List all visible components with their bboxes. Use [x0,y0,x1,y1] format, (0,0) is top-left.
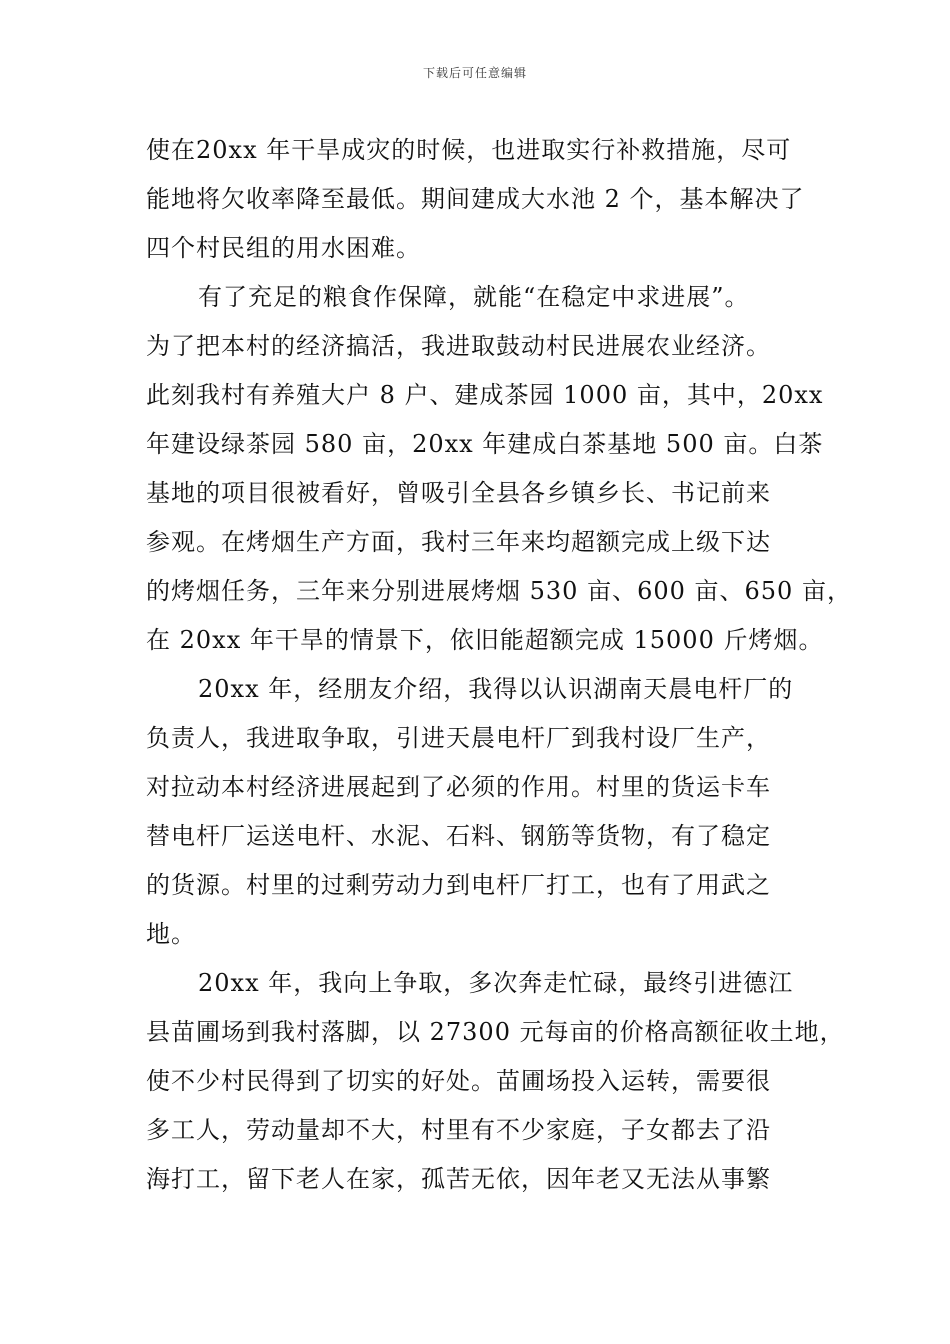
text-line: 能地将欠收率降至最低。期间建成大水池 2 个，基本解决了 [146,185,805,213]
text-line: 此刻我村有养殖大户 8 户、建成茶园 1000 亩，其中，20xx [146,381,824,409]
document-body [146,126,852,1204]
text-line: 多工人，劳动量却不大，村里有不少家庭，子女都去了沿 [146,1116,771,1144]
text-line: 海打工，留下老人在家，孤苦无依，因年老又无法从事繁 [146,1165,771,1193]
paragraph-first-line: 有了充足的粮食作保障，就能“在稳定中求进展”。 [198,283,750,311]
text-line: 四个村民组的用水困难。 [146,234,421,262]
text-line: 为了把本村的经济搞活，我进取鼓动村民进展农业经济。 [146,332,771,360]
text-line: 年建设绿茶园 580 亩，20xx 年建成白茶基地 500 亩。白茶 [146,430,824,458]
text-line: 基地的项目很被看好，曾吸引全县各乡镇乡长、书记前来 [146,479,771,507]
text-line: 县苗圃场到我村落脚，以 27300 元每亩的价格高额征收土地， [146,1018,845,1046]
text-line: 使在20xx 年干旱成灾的时候，也进取实行补救措施，尽可 [146,136,792,164]
page-header: 下载后可任意编辑 [422,66,527,80]
text-line: 的烤烟任务，三年来分别进展烤烟 530 亩、600 亩、650 亩， [146,577,852,605]
text-line: 在 20xx 年干旱的情景下，依旧能超额完成 15000 斤烤烟。 [146,626,824,654]
text-line: 对拉动本村经济进展起到了必须的作用。村里的货运卡车 [146,773,771,801]
text-line: 地。 [146,920,196,948]
paragraph-first-line: 20xx 年，我向上争取，多次奔走忙碌，最终引进德江 [198,969,794,997]
paragraph-first-line: 20xx 年，经朋友介绍，我得以认识湖南天晨电杆厂的 [198,675,794,703]
text-line: 参观。在烤烟生产方面，我村三年来均超额完成上级下达 [146,528,771,556]
text-line: 负责人，我进取争取，引进天晨电杆厂到我村设厂生产， [146,724,771,752]
text-line: 的货源。村里的过剩劳动力到电杆厂打工，也有了用武之 [146,871,771,899]
text-line: 替电杆厂运送电杆、水泥、石料、钢筋等货物，有了稳定 [146,822,771,850]
text-line: 使不少村民得到了切实的好处。苗圃场投入运转，需要很 [146,1067,771,1095]
